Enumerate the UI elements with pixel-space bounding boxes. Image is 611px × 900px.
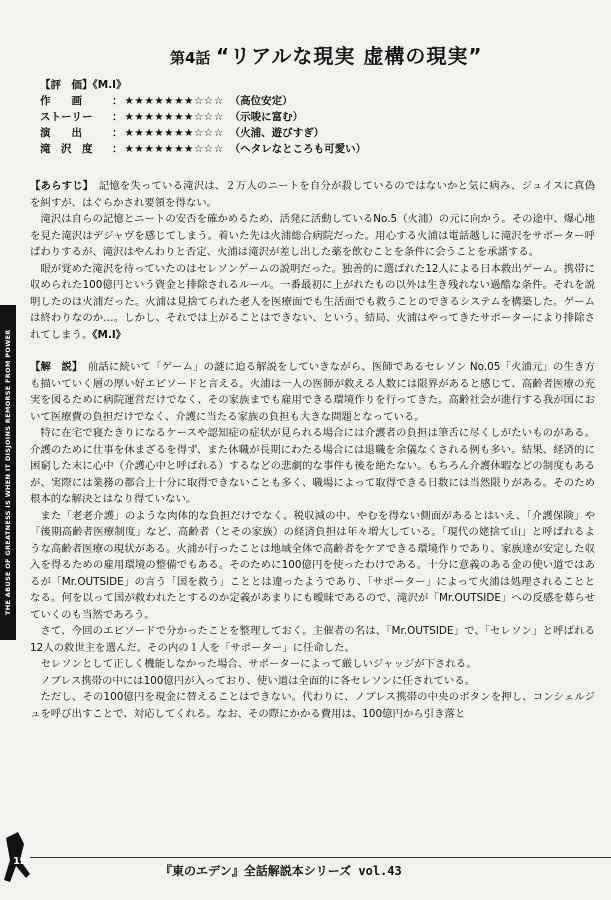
page-number: 12 [13, 856, 27, 867]
ratings-header: 【評 価】《M.I》 [40, 79, 127, 91]
rating-row-story: ストーリー ： ★★★★★★★☆☆☆ （示唆に富む） [40, 111, 304, 123]
episode-number: 第4話 [170, 49, 211, 67]
rating-row-direction: 演 出 ： ★★★★★★★☆☆☆ （火浦、遊びすぎ） [40, 127, 325, 139]
rating-label: 滝 沢 度 [40, 143, 93, 155]
episode-title [170, 40, 590, 69]
synopsis-paragraph [30, 178, 595, 211]
rating-note: （火浦、遊びすぎ） [229, 127, 325, 139]
synopsis-signature: 《M.I》 [92, 328, 127, 341]
synopsis-paragraph: 滝沢は自らの記憶とニートの安否を確かめるため、活発に活動しているNo.5（火浦）の元に向かう。その途中、爆心地を見た滝沢はデジャヴを感じてしまう。着いた先は火浦総合病院だった。用心する火浦は電話越しに滝沢をサポーター呼ばわりするが、滝沢はやんわりと否定、火浦は滝沢が差し出した薬を飲むことを条件に会うことを承諾する。 [30, 213, 595, 258]
footer-series: 『東のエデン』全話解説本シリーズ vol.43 [160, 864, 402, 878]
episode-main-title: “リアルな現実 虚構の現実” [216, 44, 483, 68]
synopsis-header: 【あらすじ】 [30, 180, 89, 192]
rating-note: （示唆に富む） [229, 111, 304, 123]
rating-stars: ★★★★★★★☆☆☆ [124, 127, 224, 139]
rating-row-art: 作 画 ： ★★★★★★★☆☆☆ （高位安定） [40, 95, 293, 107]
rating-note: （高位安定） [229, 95, 293, 107]
rating-note: （ヘタレなところも可愛い） [229, 143, 367, 155]
commentary-text: 前話に続いて「ゲーム」の謎に迫る解説をしていきながら、医師であるセレソン No.05「火浦元」の生き方も描いていく層の厚い好エピソードと言える。火浦は一人の医師が救える人数には限界があると感じて、高齢者医療の充実を図るために病院運営だけでなく、その家族までも雇用できる環境作りを行ってきた。高齢社会が進行する我が国において医療費の負担だけでなく、介護に当たる家族の負担も大きな問題となっている。 [30, 361, 595, 423]
rating-label: ストーリー [40, 111, 93, 123]
page-number-figure [0, 830, 40, 900]
commentary-paragraph: ただし、その100億円を現金に替えることはできない。代わりに、ノブレス携帯の中央のボタンを押し、コンシェルジュを呼び出すことで、対応してくれる。なお、その際にかかる費用は、100億円から引き落と [30, 691, 595, 720]
rating-stars: ★★★★★★★☆☆☆ [124, 95, 224, 107]
rating-label: 作 画 [40, 95, 82, 107]
commentary-header: 【解 説】 [30, 361, 78, 373]
commentary-paragraph: また「老老介護」のような肉体的な負担だけでなく、税収減の中、やむを得ない側面があるとはいえ、「介護保険」や「後期高齢者医療制度」など、高齢者（とその家族）の経済負担は年々増大している。「現代の姥捨て山」と呼ばれるような高齢者医療の現状がある。火浦が行ったことは地域全体で高齢者をケアできる環境作りであり、家族達が安定した収入を得るための雇用環境の整備でもある。そのために100億円を使ったわけである。十分に意義のある金の使い道ではあるが「Mr.OUTSIDE」の言う「国を救う」こととは違ったようであり、「サポーター」によって火浦は処理されることとなる。何を以って国が救われたとするのか定義があまりにも曖昧であるので、滝沢が「Mr.OUTSIDE」への反感を募らせていくのも当然であろう。 [30, 509, 595, 621]
commentary-paragraph [30, 359, 595, 425]
synopsis-paragraph [30, 261, 595, 344]
rating-label: 演 出 [40, 127, 82, 139]
commentary-paragraph: ノブレス携帯の中には100億円が入っており、使い道は全面的に各セレソンに任されている。 [40, 674, 476, 687]
rating-row-takizawa: 滝 沢 度 ： ★★★★★★★☆☆☆ （ヘタレなところも可愛い） [40, 143, 367, 155]
side-banner: THE ABUSE OF GREATNESS IS WHEN IT DISJOINS REMORSE FROM POWER [0, 305, 16, 640]
commentary-paragraph: さて、今回のエピソードで分かったことを整理しておく。主催者の名は、「Mr.OUTSIDE」で、「セレソン」と呼ばれる12人の救世主を選んだ。その内の１人を「サポーター」に任命した。 [30, 625, 595, 654]
synopsis-text: 眼が覚めた滝沢を待っていたのはセレソンゲームの説明だった。独善的に選ばれた12人による日本救出ゲーム。携帯に収められた100億円という資金と排除されるルール。一番最初に上がれたもの以外は生き残れない過酷な条件。それを説明したのは火浦だった。火浦は見捨てられた老人を医療面でも生活面でも救うことのできるシステムを構築した。ゲームは終わりなのか…。しかし、それでは上がることはできない、という。結局、火浦はやってきたサポーターにより排除されてしまう。 [30, 262, 595, 341]
footer-rule [30, 857, 611, 858]
ratings-block [40, 77, 366, 157]
commentary-paragraph: 特に在宅で寝たきりになるケースや認知症の症状が見られる場合には介護者の負担は筆舌に尽くしがたいものがある。介護のために仕事を休まざるを得ず、また休職が長期にわたる場合には退職を余儀なくされる例も多い。結果、経済的に困窮した末に心中（介護心中と呼ばれる）するなどの悲劇的な事件も後を絶たない。もちろん介護休暇などの制度もあるが、実際には業務の都合上十分に取得できないことも多く、職場によって取得できる日数には当然限りがある。そのため根本的な解決とはなり得ていない。 [30, 427, 595, 505]
rating-stars: ★★★★★★★☆☆☆ [124, 143, 224, 155]
commentary-paragraph: セレソンとして正しく機能しなかった場合、サポーターによって厳しいジャッジが下される。 [40, 658, 477, 670]
article-body [30, 178, 595, 722]
synopsis-text: 記憶を失っている滝沢は、２万人のニートを自分が殺しているのではないかと気に病み、ジュイスに真偽を糾すが、はぐらかされ要領を得ない。 [30, 180, 595, 209]
rating-stars: ★★★★★★★☆☆☆ [124, 111, 224, 123]
